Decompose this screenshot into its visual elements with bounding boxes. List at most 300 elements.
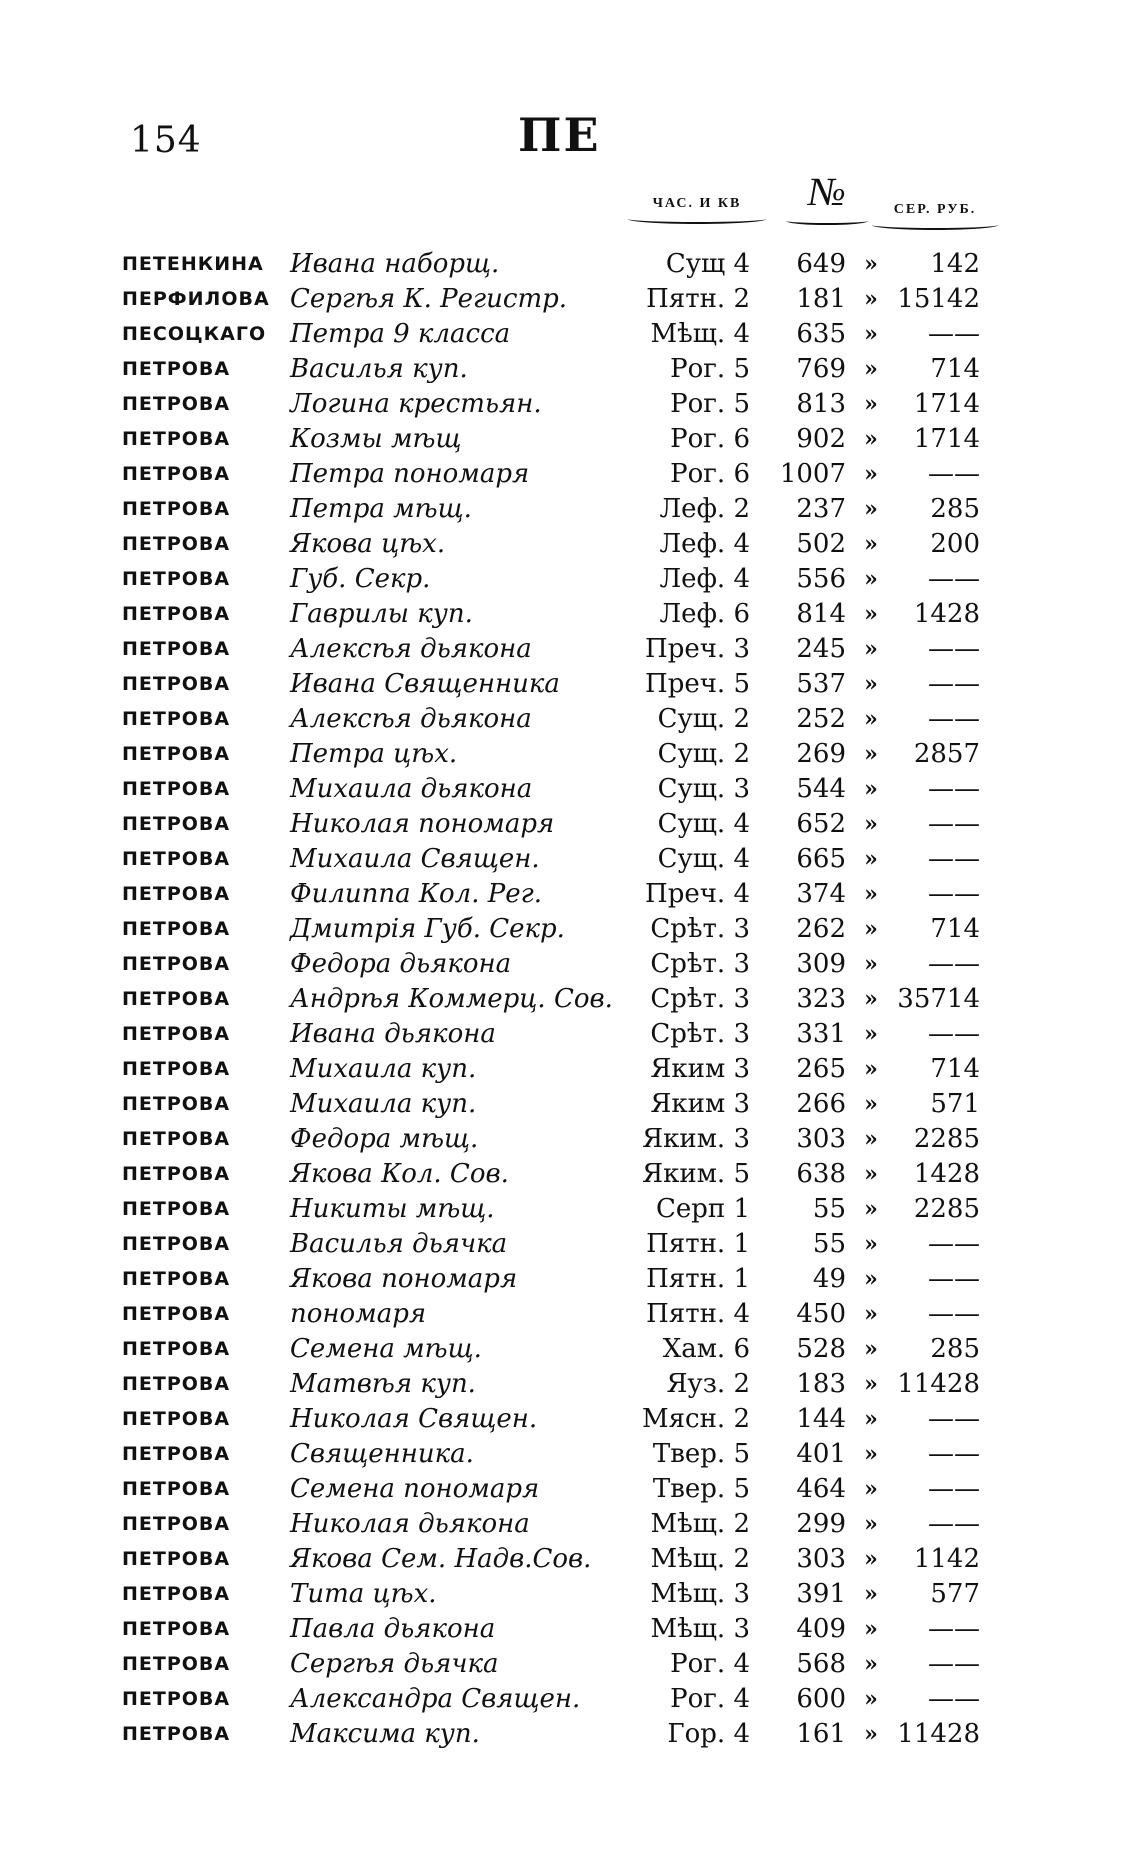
entry-surname: ПЕТРОВА: [122, 1653, 231, 1675]
entry-rubles: ——: [928, 1404, 980, 1434]
entry-number: 303: [796, 1124, 846, 1154]
column-header-part: [628, 196, 766, 224]
register-entry: [0, 1367, 1140, 1402]
entry-mark: »: [864, 1371, 878, 1397]
entry-rubles: ——: [928, 1614, 980, 1644]
entry-surname: ПЕТРОВА: [122, 708, 231, 730]
entry-rubles: ——: [928, 844, 980, 874]
entry-mark: »: [864, 601, 878, 627]
entry-surname: ПЕТРОВА: [122, 1268, 231, 1290]
entry-part: Твер. 5: [652, 1474, 750, 1504]
entry-name: Ивана наборщ.: [290, 249, 500, 279]
entry-mark: »: [864, 1196, 878, 1222]
entry-mark: »: [864, 986, 878, 1012]
entry-number: 769: [796, 354, 846, 384]
entry-rubles: ——: [928, 1649, 980, 1679]
entry-number: 269: [796, 739, 846, 769]
entry-number: 556: [796, 564, 846, 594]
register-entry: [0, 877, 1140, 912]
entry-rubles: ——: [928, 1509, 980, 1539]
entry-part: Рог. 4: [670, 1684, 750, 1714]
entry-surname: ПЕТРОВА: [122, 673, 231, 695]
entry-surname: ПЕТРОВА: [122, 428, 231, 450]
entry-mark: »: [864, 286, 878, 312]
register-entry: [0, 1297, 1140, 1332]
entry-name: Михаила дьякона: [290, 774, 533, 804]
entry-surname: ПЕТРОВА: [122, 813, 231, 835]
register-entry: [0, 1192, 1140, 1227]
register-entry: [0, 1402, 1140, 1437]
entry-mark: »: [864, 1686, 878, 1712]
entry-name: Священника.: [290, 1439, 474, 1469]
entry-surname: ПЕТРОВА: [122, 498, 231, 520]
entry-number: 537: [796, 669, 846, 699]
entry-surname: ПЕТРОВА: [122, 1688, 231, 1710]
entry-surname: ПЕТРОВА: [122, 778, 231, 800]
entry-rubles: ——: [928, 459, 980, 489]
column-header-number: [786, 168, 868, 225]
entry-rubles: ——: [928, 1229, 980, 1259]
register-entry: [0, 1087, 1140, 1122]
entry-mark: »: [864, 1336, 878, 1362]
register-entry: [0, 562, 1140, 597]
entry-surname: ПЕТРОВА: [122, 1443, 231, 1465]
entry-surname: ПЕТРОВА: [122, 883, 231, 905]
entry-mark: »: [864, 321, 878, 347]
entry-name: Якова Кол. Сов.: [290, 1159, 509, 1189]
register-entries: [0, 247, 1140, 1752]
entry-number: 161: [796, 1719, 846, 1749]
header-brace: [628, 214, 766, 224]
entry-surname: ПЕТРОВА: [122, 1618, 231, 1640]
entry-mark: »: [864, 1406, 878, 1432]
entry-number: 528: [796, 1334, 846, 1364]
entry-number: 568: [796, 1649, 846, 1679]
register-entry: [0, 702, 1140, 737]
entry-rubles: ——: [928, 879, 980, 909]
entry-rubles: ——: [928, 1299, 980, 1329]
register-entry: [0, 1262, 1140, 1297]
entry-mark: »: [864, 391, 878, 417]
entry-number: 181: [796, 284, 846, 314]
entry-number: 649: [796, 249, 846, 279]
register-entry: [0, 282, 1140, 317]
entry-number: 450: [796, 1299, 846, 1329]
entry-mark: »: [864, 1581, 878, 1607]
entry-part: Сущ. 2: [657, 739, 750, 769]
entry-mark: »: [864, 1651, 878, 1677]
entry-number: 265: [796, 1054, 846, 1084]
entry-rubles: 714: [930, 914, 980, 944]
entry-name: Сергѣя К. Регистр.: [290, 284, 568, 314]
entry-part: Срѣт. 3: [650, 984, 750, 1014]
entry-mark: »: [864, 1476, 878, 1502]
entry-mark: »: [864, 1301, 878, 1327]
entry-surname: ПЕТРОВА: [122, 1583, 231, 1605]
entry-number: 237: [796, 494, 846, 524]
entry-part: Пятн. 1: [646, 1229, 750, 1259]
entry-name: Семена пономаря: [290, 1474, 540, 1504]
entry-part: Мѣщ. 4: [650, 319, 750, 349]
entry-part: Сущ. 4: [657, 844, 750, 874]
entry-surname: ПЕТРОВА: [122, 1723, 231, 1745]
section-heading: ПЕ: [518, 108, 601, 162]
entry-mark: »: [864, 916, 878, 942]
entry-rubles: ——: [928, 949, 980, 979]
entry-part: Сущ. 3: [657, 774, 750, 804]
entry-part: Пятн. 4: [646, 1299, 750, 1329]
entry-number: 814: [796, 599, 846, 629]
entry-surname: ПЕТРОВА: [122, 638, 231, 660]
entry-part: Сущ 4: [665, 249, 750, 279]
page-number: 154: [130, 120, 202, 161]
entry-rubles: ——: [928, 774, 980, 804]
entry-surname: ПЕТЕНКИНА: [122, 253, 264, 275]
register-entry: [0, 1542, 1140, 1577]
entry-surname: ПЕТРОВА: [122, 1023, 231, 1045]
entry-part: Леф. 6: [659, 599, 750, 629]
entry-rubles: 2857: [913, 739, 980, 769]
header-brace: [872, 220, 998, 230]
entry-name: пономаря: [290, 1299, 427, 1329]
entry-name: Павла дьякона: [290, 1614, 496, 1644]
entry-part: Серп 1: [655, 1194, 750, 1224]
entry-rubles: 1142: [913, 1544, 980, 1574]
entry-name: Алексѣя дьякона: [290, 704, 532, 734]
header-brace: [786, 217, 868, 225]
entry-part: Яуз. 2: [666, 1369, 750, 1399]
entry-part: Срѣт. 3: [650, 1019, 750, 1049]
register-entry: [0, 492, 1140, 527]
register-entry: [0, 1612, 1140, 1647]
entry-part: Сущ. 2: [657, 704, 750, 734]
entry-part: Яким. 5: [642, 1159, 750, 1189]
entry-surname: ПЕТРОВА: [122, 848, 231, 870]
entry-number: 49: [812, 1264, 846, 1294]
entry-mark: »: [864, 1616, 878, 1642]
entry-number: 902: [796, 424, 846, 454]
entry-name: Михаила Священ.: [290, 844, 540, 874]
entry-mark: »: [864, 881, 878, 907]
entry-part: Рог. 5: [670, 354, 750, 384]
entry-surname: ПЕТРОВА: [122, 533, 231, 555]
entry-rubles: ——: [928, 1019, 980, 1049]
entry-mark: »: [864, 1511, 878, 1537]
entry-number: 55: [812, 1229, 846, 1259]
entry-surname: ПЕТРОВА: [122, 953, 231, 975]
entry-name: Александра Священ.: [290, 1684, 581, 1714]
entry-name: Логина крестьян.: [290, 389, 542, 419]
entry-part: Срѣт. 3: [650, 914, 750, 944]
entry-rubles: 714: [930, 1054, 980, 1084]
register-entry: [0, 772, 1140, 807]
register-entry: [0, 737, 1140, 772]
column-header-rubles: [872, 202, 998, 230]
register-entry: [0, 1507, 1140, 1542]
entry-number: 638: [796, 1159, 846, 1189]
entry-name: Федора дьякона: [290, 949, 512, 979]
entry-rubles: 200: [930, 529, 980, 559]
entry-name: Ивана Священника: [290, 669, 560, 699]
entry-mark: »: [864, 1231, 878, 1257]
entry-rubles: ——: [928, 1439, 980, 1469]
entry-rubles: 285: [930, 494, 980, 524]
column-header-number-label: №: [808, 169, 846, 214]
entry-part: Рог. 6: [670, 424, 750, 454]
entry-mark: »: [864, 776, 878, 802]
entry-number: 464: [796, 1474, 846, 1504]
entry-mark: »: [864, 1126, 878, 1152]
entry-surname: ПЕТРОВА: [122, 1478, 231, 1500]
entry-surname: ПЕТРОВА: [122, 1233, 231, 1255]
entry-name: Петра цѣх.: [290, 739, 458, 769]
entry-mark: »: [864, 636, 878, 662]
entry-name: Козмы мѣщ: [290, 424, 462, 454]
entry-number: 323: [796, 984, 846, 1014]
entry-part: Яким. 3: [642, 1124, 750, 1154]
entry-part: Мѣщ. 2: [650, 1544, 750, 1574]
register-entry: [0, 247, 1140, 282]
entry-surname: ПЕТРОВА: [122, 1198, 231, 1220]
entry-part: Яким 3: [650, 1054, 750, 1084]
entry-rubles: 11428: [897, 1719, 980, 1749]
entry-name: Якова цѣх.: [290, 529, 446, 559]
entry-name: Михаила куп.: [290, 1089, 477, 1119]
entry-rubles: 35714: [897, 984, 980, 1014]
entry-rubles: 1428: [913, 1159, 980, 1189]
entry-mark: »: [864, 1441, 878, 1467]
entry-rubles: 577: [930, 1579, 980, 1609]
entry-number: 374: [796, 879, 846, 909]
entry-part: Рог. 6: [670, 459, 750, 489]
entry-number: 266: [796, 1089, 846, 1119]
entry-surname: ПЕТРОВА: [122, 1548, 231, 1570]
entry-mark: »: [864, 1721, 878, 1747]
entry-mark: »: [864, 496, 878, 522]
entry-mark: »: [864, 1546, 878, 1572]
entry-part: Твер. 5: [652, 1439, 750, 1469]
entry-mark: »: [864, 251, 878, 277]
entry-part: Сущ. 4: [657, 809, 750, 839]
entry-part: Леф. 4: [659, 529, 750, 559]
entry-part: Леф. 2: [659, 494, 750, 524]
entry-mark: »: [864, 531, 878, 557]
entry-rubles: ——: [928, 809, 980, 839]
entry-name: Семена мѣщ.: [290, 1334, 482, 1364]
register-entry: [0, 632, 1140, 667]
entry-part: Преч. 5: [645, 669, 750, 699]
entry-number: 144: [796, 1404, 846, 1434]
entry-rubles: ——: [928, 669, 980, 699]
register-entry: [0, 667, 1140, 702]
register-entry: [0, 912, 1140, 947]
entry-mark: »: [864, 566, 878, 592]
entry-surname: ПЕТРОВА: [122, 463, 231, 485]
entry-name: Якова Сем. Надв.Сов.: [290, 1544, 592, 1574]
entry-number: 391: [796, 1579, 846, 1609]
entry-number: 183: [796, 1369, 846, 1399]
entry-mark: »: [864, 811, 878, 837]
entry-mark: »: [864, 706, 878, 732]
entry-name: Филиппа Кол. Рег.: [290, 879, 543, 909]
entry-surname: ПЕТРОВА: [122, 1513, 231, 1535]
entry-part: Пятн. 2: [646, 284, 750, 314]
entry-part: Преч. 3: [645, 634, 750, 664]
register-entry: [0, 982, 1140, 1017]
entry-name: Николая дьякона: [290, 1509, 530, 1539]
entry-mark: »: [864, 426, 878, 452]
register-entry: [0, 457, 1140, 492]
register-entry: [0, 597, 1140, 632]
entry-name: Василья куп.: [290, 354, 468, 384]
entry-name: Матвѣя куп.: [290, 1369, 476, 1399]
register-entry: [0, 387, 1140, 422]
entry-part: Пятн. 1: [646, 1264, 750, 1294]
register-entry: [0, 422, 1140, 457]
entry-part: Мѣщ. 2: [650, 1509, 750, 1539]
entry-surname: ПЕСОЦКАГО: [122, 323, 267, 345]
entry-mark: »: [864, 671, 878, 697]
entry-part: Леф. 4: [659, 564, 750, 594]
entry-name: Петра 9 класса: [290, 319, 511, 349]
entry-part: Хам. 6: [662, 1334, 750, 1364]
entry-part: Рог. 5: [670, 389, 750, 419]
entry-surname: ПЕТРОВА: [122, 1093, 231, 1115]
entry-name: Петра мѣщ.: [290, 494, 472, 524]
entry-number: 331: [796, 1019, 846, 1049]
entry-mark: »: [864, 1161, 878, 1187]
entry-rubles: 142: [930, 249, 980, 279]
entry-number: 299: [796, 1509, 846, 1539]
entry-number: 502: [796, 529, 846, 559]
entry-mark: »: [864, 951, 878, 977]
entry-mark: »: [864, 1056, 878, 1082]
entry-number: 813: [796, 389, 846, 419]
entry-name: Тита цѣх.: [290, 1579, 437, 1609]
entry-name: Алексѣя дьякона: [290, 634, 532, 664]
entry-rubles: 1714: [913, 424, 980, 454]
entry-name: Максима куп.: [290, 1719, 480, 1749]
entry-rubles: 2285: [913, 1194, 980, 1224]
entry-surname: ПЕТРОВА: [122, 568, 231, 590]
entry-rubles: ——: [928, 1264, 980, 1294]
entry-name: Ивана дьякона: [290, 1019, 496, 1049]
entry-surname: ПЕТРОВА: [122, 1128, 231, 1150]
entry-part: Срѣт. 3: [650, 949, 750, 979]
entry-number: 600: [796, 1684, 846, 1714]
entry-rubles: ——: [928, 634, 980, 664]
entry-name: Гаврилы куп.: [290, 599, 473, 629]
register-entry: [0, 1052, 1140, 1087]
entry-rubles: 1714: [913, 389, 980, 419]
entry-surname: ПЕРФИЛОВА: [122, 288, 270, 310]
register-entry: [0, 1157, 1140, 1192]
entry-surname: ПЕТРОВА: [122, 743, 231, 765]
register-entry: [0, 1472, 1140, 1507]
entry-number: 409: [796, 1614, 846, 1644]
entry-surname: ПЕТРОВА: [122, 988, 231, 1010]
entry-rubles: 1428: [913, 599, 980, 629]
entry-number: 401: [796, 1439, 846, 1469]
register-entry: [0, 1332, 1140, 1367]
entry-name: Николая Священ.: [290, 1404, 538, 1434]
entry-name: Василья дьячка: [290, 1229, 508, 1259]
entry-number: 303: [796, 1544, 846, 1574]
register-entry: [0, 1647, 1140, 1682]
entry-rubles: ——: [928, 704, 980, 734]
entry-name: Якова пономаря: [290, 1264, 518, 1294]
entry-name: Дмитрія Губ. Секр.: [290, 914, 565, 944]
register-entry: [0, 807, 1140, 842]
entry-rubles: 285: [930, 1334, 980, 1364]
entry-rubles: 714: [930, 354, 980, 384]
entry-surname: ПЕТРОВА: [122, 918, 231, 940]
register-entry: [0, 1017, 1140, 1052]
entry-surname: ПЕТРОВА: [122, 1163, 231, 1185]
entry-name: Никиты мѣщ.: [290, 1194, 495, 1224]
entry-number: 665: [796, 844, 846, 874]
register-entry: [0, 527, 1140, 562]
entry-number: 652: [796, 809, 846, 839]
entry-rubles: 2285: [913, 1124, 980, 1154]
entry-part: Мѣщ. 3: [650, 1579, 750, 1609]
entry-rubles: 571: [930, 1089, 980, 1119]
entry-part: Гор. 4: [667, 1719, 750, 1749]
entry-number: 1007: [779, 459, 846, 489]
register-entry: [0, 1122, 1140, 1157]
register-entry: [0, 1682, 1140, 1717]
entry-mark: »: [864, 461, 878, 487]
entry-name: Федора мѣщ.: [290, 1124, 479, 1154]
register-entry: [0, 842, 1140, 877]
entry-name: Михаила куп.: [290, 1054, 477, 1084]
entry-name: Николая пономаря: [290, 809, 555, 839]
register-entry: [0, 1437, 1140, 1472]
entry-rubles: 15142: [897, 284, 980, 314]
entry-part: Мѣщ. 3: [650, 1614, 750, 1644]
entry-rubles: ——: [928, 319, 980, 349]
register-entry: [0, 1577, 1140, 1612]
entry-surname: ПЕТРОВА: [122, 1408, 231, 1430]
entry-surname: ПЕТРОВА: [122, 1058, 231, 1080]
entry-number: 309: [796, 949, 846, 979]
entry-number: 544: [796, 774, 846, 804]
entry-number: 245: [796, 634, 846, 664]
register-entry: [0, 352, 1140, 387]
entry-surname: ПЕТРОВА: [122, 1373, 231, 1395]
entry-surname: ПЕТРОВА: [122, 1303, 231, 1325]
entry-part: Яким 3: [650, 1089, 750, 1119]
entry-part: Преч. 4: [645, 879, 750, 909]
entry-number: 635: [796, 319, 846, 349]
entry-number: 252: [796, 704, 846, 734]
entry-rubles: 11428: [897, 1369, 980, 1399]
entry-mark: »: [864, 356, 878, 382]
entry-part: Мясн. 2: [642, 1404, 750, 1434]
register-entry: [0, 317, 1140, 352]
entry-mark: »: [864, 741, 878, 767]
entry-surname: ПЕТРОВА: [122, 1338, 231, 1360]
register-entry: [0, 1227, 1140, 1262]
entry-mark: »: [864, 846, 878, 872]
entry-number: 55: [812, 1194, 846, 1224]
entry-rubles: ——: [928, 1684, 980, 1714]
entry-rubles: ——: [928, 564, 980, 594]
entry-rubles: ——: [928, 1474, 980, 1504]
column-header-part-label: ЧАС. И КВ: [652, 196, 742, 211]
entry-name: Петра пономаря: [290, 459, 530, 489]
entry-name: Сергѣя дьячка: [290, 1649, 499, 1679]
